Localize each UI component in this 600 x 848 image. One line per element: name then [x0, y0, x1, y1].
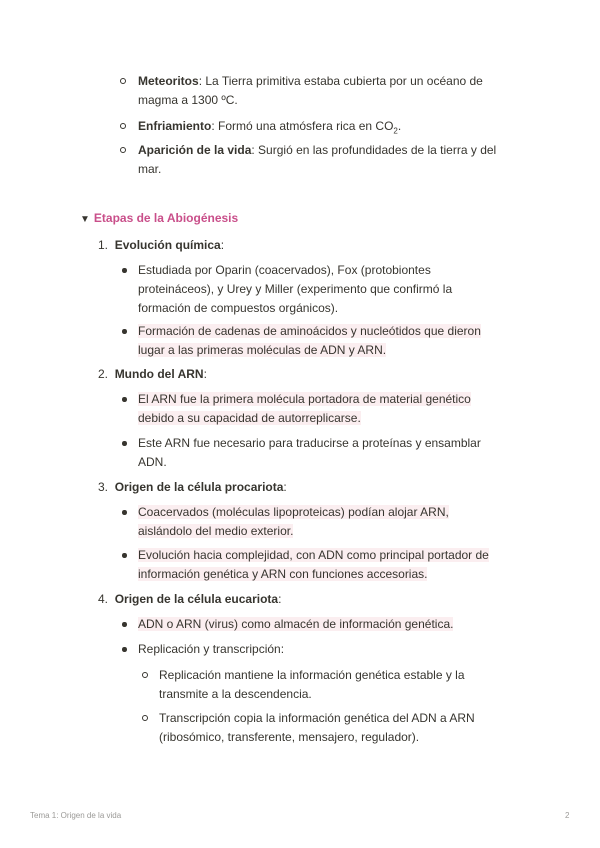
list-item: Coacervados (moléculas lipoproteicas) podían alojar ARN, aislándolo del medio exterior. [138, 505, 449, 538]
toggle-header[interactable] [80, 209, 238, 229]
disc-bullet-icon [122, 441, 127, 446]
disc-bullet-icon [122, 329, 127, 334]
disc-bullet-icon [122, 268, 127, 273]
page-number: 2 [565, 811, 570, 820]
stage-heading-4: 4. Origen de la célula eucariota: [98, 592, 282, 606]
footer-title: Tema 1: Origen de la vida [30, 811, 122, 820]
circle-bullet-icon [142, 672, 148, 678]
circle-bullet-icon [120, 78, 126, 84]
list-item: Formación de cadenas de aminoácidos y nucleótidos que dieron lugar a las primeras moléculas de ADN y ARN. [138, 324, 481, 357]
list-item: El ARN fue la primera molécula portadora de material genético debido a su capacidad de autorreplicarse. [138, 392, 471, 425]
sub-list-item: Replicación mantiene la información genética estable y la transmite a la descendencia. [159, 668, 465, 701]
stage-heading-1: 1. Evolución química: [98, 238, 225, 252]
list-item-meteoritos: Meteoritos: La Tierra primitiva estaba cubierta por un océano de magma a 1300 ºC. [138, 74, 483, 107]
circle-bullet-icon [120, 123, 126, 129]
disc-bullet-icon [122, 510, 127, 515]
list-item: ADN o ARN (virus) como almacén de información genética. [138, 617, 454, 631]
list-item: Este ARN fue necesario para traducirse a proteínas y ensamblar ADN. [138, 436, 481, 469]
list-item: Evolución hacia complejidad, con ADN como principal portador de información genética y ARN con funciones accesorias. [138, 548, 489, 581]
list-item: Estudiada por Oparin (coacervados), Fox (protobiontes proteináceos), y Urey y Miller (experimento que confirmó la formación de compuestos orgánicos). [138, 263, 453, 315]
stage-heading-2: 2. Mundo del ARN: [98, 367, 207, 381]
list-item-aparicion: Aparición de la vida: Surgió en las profundidades de la tierra y del mar. [138, 143, 497, 176]
disc-bullet-icon [122, 553, 127, 558]
sub-list-item: Transcripción copia la información genética del ADN a ARN (ribosómico, transferente, mensajero, regulador). [159, 711, 475, 744]
disc-bullet-icon [122, 647, 127, 652]
disc-bullet-icon [122, 622, 127, 627]
circle-bullet-icon [142, 715, 148, 721]
list-item-enfriamiento: Enfriamiento: Formó una atmósfera rica en $CO_2$. [138, 119, 402, 136]
list-item: Replicación y transcripción: [138, 642, 285, 656]
toggle-title: Etapas de la Abiogénesis [93, 211, 239, 225]
toggle-triangle-icon[interactable]: ▼ [80, 214, 90, 225]
stage-heading-3: 3. Origen de la célula procariota: [98, 480, 287, 494]
disc-bullet-icon [122, 397, 127, 402]
circle-bullet-icon [120, 147, 126, 153]
